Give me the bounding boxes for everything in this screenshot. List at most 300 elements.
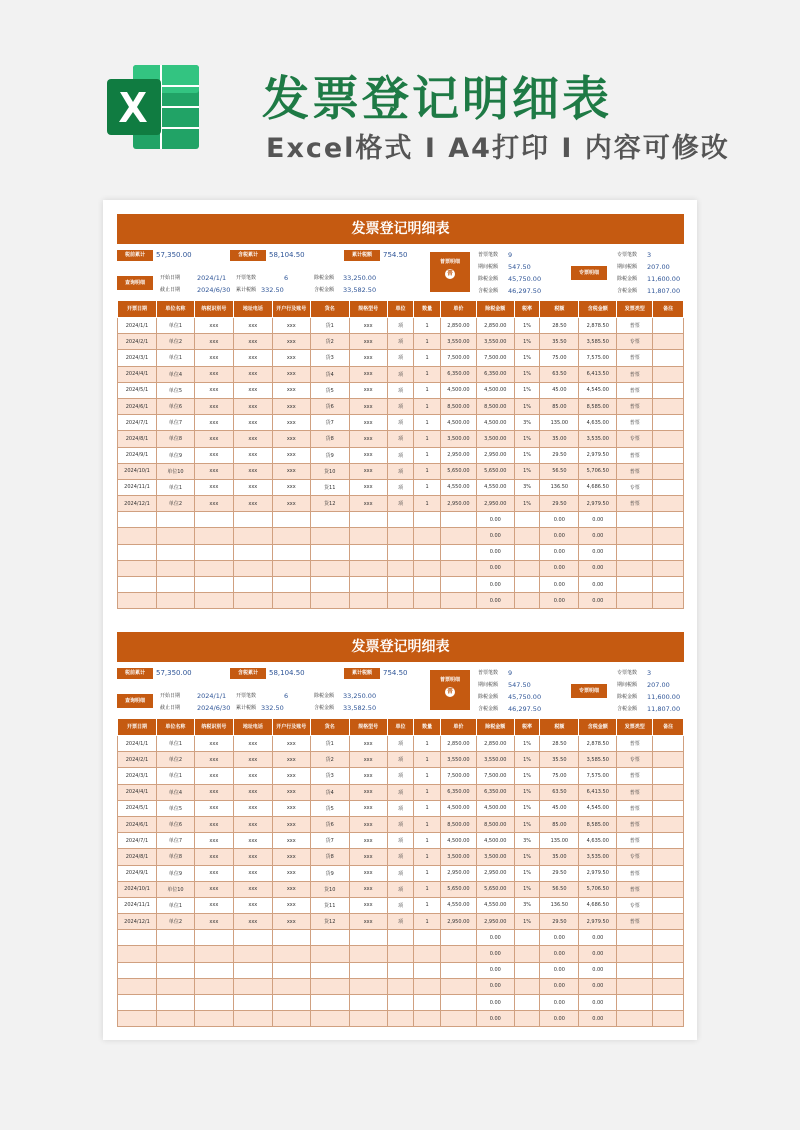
table-cell[interactable]: 3,535.00 [579,431,617,447]
table-cell[interactable] [233,528,272,544]
table-cell[interactable] [414,930,441,946]
table-cell[interactable] [653,816,684,832]
table-cell[interactable]: 专票 [617,334,653,350]
table-cell[interactable] [118,946,157,962]
table-cell[interactable]: 4,635.00 [579,833,617,849]
table-cell[interactable]: xxx [194,914,233,930]
table-cell[interactable] [272,544,310,560]
table-cell[interactable] [194,930,233,946]
table-cell[interactable]: 2,850.00 [440,318,476,334]
table-cell[interactable] [653,560,684,576]
table-cell[interactable] [387,544,414,560]
table-cell[interactable] [387,930,414,946]
table-cell[interactable]: xxx [194,865,233,881]
table-cell[interactable] [310,962,349,978]
table-cell[interactable]: xxx [349,833,387,849]
column-header[interactable]: 地址电话 [233,301,272,318]
column-header[interactable]: 纳税识别号 [194,301,233,318]
table-cell[interactable]: xxx [233,833,272,849]
table-cell[interactable] [653,479,684,495]
table-cell[interactable]: xxx [233,914,272,930]
table-cell[interactable]: 2024/1/1 [118,736,157,752]
table-cell[interactable]: 2,979.50 [579,447,617,463]
table-cell[interactable] [653,415,684,431]
table-cell[interactable]: xxx [349,768,387,784]
table-cell[interactable]: 3% [514,833,540,849]
table-cell[interactable]: 56.50 [540,463,579,479]
table-cell[interactable]: 项 [387,865,414,881]
table-cell[interactable]: 1 [414,816,441,832]
table-cell[interactable]: 2024/6/1 [118,816,157,832]
table-cell[interactable]: xxx [349,865,387,881]
column-header[interactable]: 开票日期 [118,719,157,736]
table-cell[interactable] [653,528,684,544]
table-cell[interactable] [233,930,272,946]
table-cell[interactable]: xxx [272,366,310,382]
table-cell[interactable]: xxx [233,881,272,897]
table-cell[interactable]: 1 [414,881,441,897]
table-cell[interactable]: 普票 [617,865,653,881]
table-cell[interactable]: xxx [233,865,272,881]
table-cell[interactable]: xxx [233,334,272,350]
table-cell[interactable] [156,1011,194,1027]
table-cell[interactable]: 项 [387,849,414,865]
column-header[interactable]: 单位名称 [156,719,194,736]
column-header[interactable]: 税率 [514,719,540,736]
table-cell[interactable] [387,978,414,994]
table-cell[interactable] [310,978,349,994]
table-cell[interactable]: 2,850.00 [476,318,514,334]
table-cell[interactable]: 货5 [310,382,349,398]
table-cell[interactable]: 1 [414,833,441,849]
table-cell[interactable]: 货10 [310,463,349,479]
table-cell[interactable]: 4,545.00 [579,800,617,816]
table-cell[interactable]: 2,950.00 [440,447,476,463]
table-cell[interactable]: 1% [514,382,540,398]
table-cell[interactable]: 7,575.00 [579,768,617,784]
table-cell[interactable] [349,1011,387,1027]
table-cell[interactable] [156,544,194,560]
table-cell[interactable]: 项 [387,800,414,816]
table-cell[interactable]: 29.50 [540,496,579,512]
table-cell[interactable] [349,593,387,609]
table-cell[interactable] [653,962,684,978]
table-cell[interactable]: 29.50 [540,447,579,463]
table-cell[interactable]: 1 [414,334,441,350]
table-cell[interactable] [118,930,157,946]
table-cell[interactable]: xxx [194,800,233,816]
table-cell[interactable]: 0.00 [579,593,617,609]
table-cell[interactable]: 货8 [310,431,349,447]
table-cell[interactable]: 2,979.50 [579,865,617,881]
table-cell[interactable]: 单位1 [156,479,194,495]
table-cell[interactable]: 单位4 [156,366,194,382]
table-cell[interactable]: 普票 [617,496,653,512]
table-cell[interactable]: 0.00 [540,962,579,978]
table-cell[interactable]: 35.50 [540,752,579,768]
table-cell[interactable]: 单位10 [156,463,194,479]
table-cell[interactable]: 6,350.00 [440,366,476,382]
table-cell[interactable]: 1 [414,914,441,930]
column-header[interactable]: 数量 [414,719,441,736]
table-cell[interactable] [414,577,441,593]
table-cell[interactable] [414,593,441,609]
table-cell[interactable]: 35.00 [540,431,579,447]
table-cell[interactable] [349,995,387,1011]
table-cell[interactable] [156,512,194,528]
table-cell[interactable] [653,447,684,463]
table-cell[interactable]: xxx [194,479,233,495]
table-cell[interactable] [440,995,476,1011]
table-cell[interactable]: 28.50 [540,318,579,334]
table-cell[interactable]: xxx [194,447,233,463]
column-header[interactable]: 开户行及账号 [272,301,310,318]
table-cell[interactable] [653,865,684,881]
column-header[interactable]: 含税金额 [579,301,617,318]
table-cell[interactable]: xxx [349,784,387,800]
table-cell[interactable]: xxx [233,398,272,414]
table-cell[interactable]: 普票 [617,881,653,897]
table-cell[interactable]: 4,500.00 [476,415,514,431]
table-cell[interactable]: 28.50 [540,736,579,752]
table-cell[interactable] [118,577,157,593]
table-cell[interactable]: 项 [387,784,414,800]
table-cell[interactable]: 0.00 [579,978,617,994]
table-cell[interactable]: 0.00 [579,962,617,978]
table-cell[interactable] [349,930,387,946]
table-cell[interactable] [194,995,233,1011]
table-cell[interactable]: 1 [414,768,441,784]
table-cell[interactable]: xxx [272,800,310,816]
table-cell[interactable]: xxx [349,415,387,431]
normal-invoice-box[interactable] [430,252,470,292]
table-cell[interactable] [387,528,414,544]
table-cell[interactable]: 1% [514,334,540,350]
table-cell[interactable] [653,914,684,930]
table-cell[interactable]: 0.00 [540,593,579,609]
table-cell[interactable]: xxx [349,496,387,512]
table-cell[interactable]: xxx [272,816,310,832]
table-cell[interactable]: 5,650.00 [476,881,514,897]
table-cell[interactable]: 4,686.50 [579,897,617,913]
table-cell[interactable]: 单位10 [156,881,194,897]
table-cell[interactable] [118,1011,157,1027]
table-cell[interactable] [440,544,476,560]
table-cell[interactable]: 4,500.00 [476,800,514,816]
table-cell[interactable]: 单位1 [156,897,194,913]
table-cell[interactable] [653,350,684,366]
table-cell[interactable]: 专票 [617,849,653,865]
table-cell[interactable]: 8,585.00 [579,816,617,832]
table-cell[interactable]: 单位9 [156,447,194,463]
table-cell[interactable] [617,560,653,576]
table-cell[interactable]: 2,850.00 [440,736,476,752]
table-cell[interactable] [310,512,349,528]
table-cell[interactable]: 2,950.00 [476,865,514,881]
table-cell[interactable]: 2,979.50 [579,496,617,512]
table-cell[interactable]: 单位8 [156,849,194,865]
table-cell[interactable] [653,946,684,962]
table-cell[interactable]: 单位4 [156,784,194,800]
table-cell[interactable]: xxx [194,849,233,865]
table-cell[interactable]: 7,575.00 [579,350,617,366]
table-cell[interactable]: 136.50 [540,479,579,495]
column-header[interactable]: 开户行及账号 [272,719,310,736]
table-cell[interactable]: 0.00 [540,512,579,528]
table-cell[interactable]: 单位7 [156,415,194,431]
table-cell[interactable]: 货12 [310,496,349,512]
table-cell[interactable]: xxx [272,736,310,752]
table-cell[interactable]: 135.00 [540,833,579,849]
table-cell[interactable] [233,962,272,978]
table-cell[interactable]: 2024/4/1 [118,366,157,382]
table-cell[interactable]: 0.00 [540,930,579,946]
table-cell[interactable]: 普票 [617,398,653,414]
table-cell[interactable] [310,528,349,544]
table-cell[interactable]: 普票 [617,463,653,479]
table-cell[interactable]: xxx [272,833,310,849]
table-cell[interactable]: 货5 [310,800,349,816]
table-cell[interactable]: 4,550.00 [440,479,476,495]
table-cell[interactable] [653,593,684,609]
table-cell[interactable] [272,978,310,994]
table-cell[interactable]: 2024/7/1 [118,415,157,431]
table-cell[interactable]: 75.00 [540,768,579,784]
table-cell[interactable]: xxx [233,816,272,832]
table-cell[interactable]: 35.00 [540,849,579,865]
start-date-value[interactable]: 2024/1/1 [197,274,227,282]
table-cell[interactable]: 0.00 [476,930,514,946]
table-cell[interactable] [194,512,233,528]
table-cell[interactable]: 单位2 [156,334,194,350]
table-cell[interactable]: 3% [514,415,540,431]
table-cell[interactable]: 3,550.00 [440,752,476,768]
table-cell[interactable]: 1 [414,415,441,431]
table-cell[interactable] [310,995,349,1011]
table-cell[interactable]: 项 [387,463,414,479]
table-cell[interactable] [310,544,349,560]
table-cell[interactable]: 0.00 [476,544,514,560]
table-cell[interactable] [653,849,684,865]
table-cell[interactable] [653,382,684,398]
table-cell[interactable] [617,577,653,593]
table-cell[interactable]: 4,500.00 [440,800,476,816]
table-cell[interactable]: 1 [414,463,441,479]
table-cell[interactable]: xxx [233,382,272,398]
table-cell[interactable]: 单位8 [156,431,194,447]
table-cell[interactable] [387,962,414,978]
table-cell[interactable]: xxx [233,350,272,366]
column-header[interactable]: 备注 [653,719,684,736]
table-cell[interactable]: 货8 [310,849,349,865]
table-cell[interactable] [118,593,157,609]
table-cell[interactable]: 1 [414,865,441,881]
table-cell[interactable]: 1% [514,768,540,784]
table-cell[interactable]: 3% [514,897,540,913]
table-cell[interactable] [653,398,684,414]
table-cell[interactable] [514,978,540,994]
table-cell[interactable]: 135.00 [540,415,579,431]
table-cell[interactable] [272,1011,310,1027]
table-cell[interactable]: xxx [194,366,233,382]
table-cell[interactable]: 85.00 [540,398,579,414]
table-cell[interactable] [233,512,272,528]
table-cell[interactable]: xxx [272,849,310,865]
table-cell[interactable] [194,1011,233,1027]
table-cell[interactable]: xxx [349,366,387,382]
table-cell[interactable]: xxx [233,768,272,784]
table-cell[interactable] [272,995,310,1011]
start-date-value[interactable]: 2024/1/1 [197,692,227,700]
table-cell[interactable]: 0.00 [540,1011,579,1027]
table-cell[interactable]: 4,635.00 [579,415,617,431]
table-cell[interactable]: xxx [272,479,310,495]
table-cell[interactable] [514,512,540,528]
table-cell[interactable]: 0.00 [476,528,514,544]
table-cell[interactable]: 2,878.50 [579,736,617,752]
table-cell[interactable]: 1% [514,736,540,752]
table-cell[interactable]: 2024/2/1 [118,752,157,768]
table-cell[interactable]: 2,950.00 [476,496,514,512]
table-cell[interactable]: 2024/9/1 [118,865,157,881]
table-cell[interactable]: xxx [272,447,310,463]
table-cell[interactable]: 4,500.00 [440,833,476,849]
table-cell[interactable]: 1 [414,800,441,816]
table-cell[interactable]: 普票 [617,768,653,784]
table-cell[interactable]: 8,500.00 [476,398,514,414]
table-cell[interactable]: 专票 [617,897,653,913]
table-cell[interactable]: 货2 [310,334,349,350]
table-cell[interactable] [440,560,476,576]
table-cell[interactable] [653,512,684,528]
table-cell[interactable]: 1 [414,382,441,398]
table-cell[interactable]: 专票 [617,479,653,495]
table-cell[interactable]: xxx [272,496,310,512]
table-cell[interactable]: xxx [349,479,387,495]
table-cell[interactable]: 2024/10/1 [118,463,157,479]
table-cell[interactable]: 1% [514,431,540,447]
table-cell[interactable] [653,496,684,512]
table-cell[interactable] [387,593,414,609]
table-cell[interactable]: xxx [272,752,310,768]
table-cell[interactable] [272,930,310,946]
table-cell[interactable]: 2024/5/1 [118,382,157,398]
table-cell[interactable]: 普票 [617,784,653,800]
table-cell[interactable]: 2024/4/1 [118,784,157,800]
table-cell[interactable] [440,1011,476,1027]
column-header[interactable]: 规格型号 [349,301,387,318]
table-cell[interactable]: 单位1 [156,768,194,784]
table-cell[interactable]: xxx [272,897,310,913]
table-cell[interactable] [387,512,414,528]
column-header[interactable]: 税额 [540,301,579,318]
table-cell[interactable]: 2024/1/1 [118,318,157,334]
table-cell[interactable]: 货6 [310,398,349,414]
table-cell[interactable]: 0.00 [540,560,579,576]
table-cell[interactable] [310,560,349,576]
table-cell[interactable]: 0.00 [476,577,514,593]
table-cell[interactable]: 1 [414,398,441,414]
table-cell[interactable] [272,528,310,544]
table-cell[interactable]: 2024/11/1 [118,479,157,495]
table-cell[interactable] [514,528,540,544]
table-cell[interactable] [617,978,653,994]
column-header[interactable]: 单位名称 [156,301,194,318]
table-cell[interactable]: 3,585.50 [579,334,617,350]
table-cell[interactable]: xxx [194,463,233,479]
table-cell[interactable] [194,962,233,978]
table-cell[interactable]: 4,500.00 [440,382,476,398]
table-cell[interactable]: 3,550.00 [476,334,514,350]
table-cell[interactable]: 6,413.50 [579,366,617,382]
table-cell[interactable] [414,512,441,528]
table-cell[interactable] [272,962,310,978]
table-cell[interactable]: 货11 [310,479,349,495]
table-cell[interactable]: 2024/12/1 [118,914,157,930]
table-cell[interactable]: 1% [514,350,540,366]
table-cell[interactable]: 2024/11/1 [118,897,157,913]
table-cell[interactable] [156,946,194,962]
table-cell[interactable]: 29.50 [540,865,579,881]
table-cell[interactable] [440,528,476,544]
table-cell[interactable]: 0.00 [540,995,579,1011]
table-cell[interactable]: xxx [194,736,233,752]
table-cell[interactable]: 单位2 [156,914,194,930]
table-cell[interactable]: 2024/8/1 [118,431,157,447]
table-cell[interactable]: 单位2 [156,496,194,512]
table-cell[interactable] [272,577,310,593]
table-cell[interactable]: xxx [194,334,233,350]
table-cell[interactable] [617,995,653,1011]
table-cell[interactable]: 0.00 [579,1011,617,1027]
table-cell[interactable]: xxx [349,752,387,768]
table-cell[interactable]: xxx [272,415,310,431]
table-cell[interactable]: xxx [233,849,272,865]
table-cell[interactable] [653,784,684,800]
table-cell[interactable]: 1 [414,318,441,334]
table-cell[interactable]: 5,650.00 [476,463,514,479]
table-cell[interactable]: xxx [349,736,387,752]
table-cell[interactable]: 0.00 [476,995,514,1011]
table-cell[interactable]: xxx [233,736,272,752]
column-header[interactable]: 开票日期 [118,301,157,318]
table-cell[interactable] [617,962,653,978]
table-cell[interactable]: 5,650.00 [440,881,476,897]
table-cell[interactable] [414,962,441,978]
table-cell[interactable]: 1 [414,849,441,865]
table-cell[interactable]: 5,706.50 [579,881,617,897]
table-cell[interactable]: xxx [233,800,272,816]
table-cell[interactable]: 5,650.00 [440,463,476,479]
table-cell[interactable]: 普票 [617,833,653,849]
table-cell[interactable]: 项 [387,833,414,849]
table-cell[interactable] [349,577,387,593]
table-cell[interactable] [653,544,684,560]
table-cell[interactable]: xxx [272,784,310,800]
table-cell[interactable]: xxx [272,318,310,334]
table-cell[interactable] [310,593,349,609]
table-cell[interactable]: 单位9 [156,865,194,881]
table-cell[interactable]: 2,850.00 [476,736,514,752]
table-cell[interactable]: 3% [514,479,540,495]
column-header[interactable]: 规格型号 [349,719,387,736]
table-cell[interactable]: 普票 [617,800,653,816]
table-cell[interactable]: 1 [414,784,441,800]
table-cell[interactable]: xxx [194,350,233,366]
table-cell[interactable] [653,431,684,447]
table-cell[interactable] [118,544,157,560]
table-cell[interactable]: 35.50 [540,334,579,350]
